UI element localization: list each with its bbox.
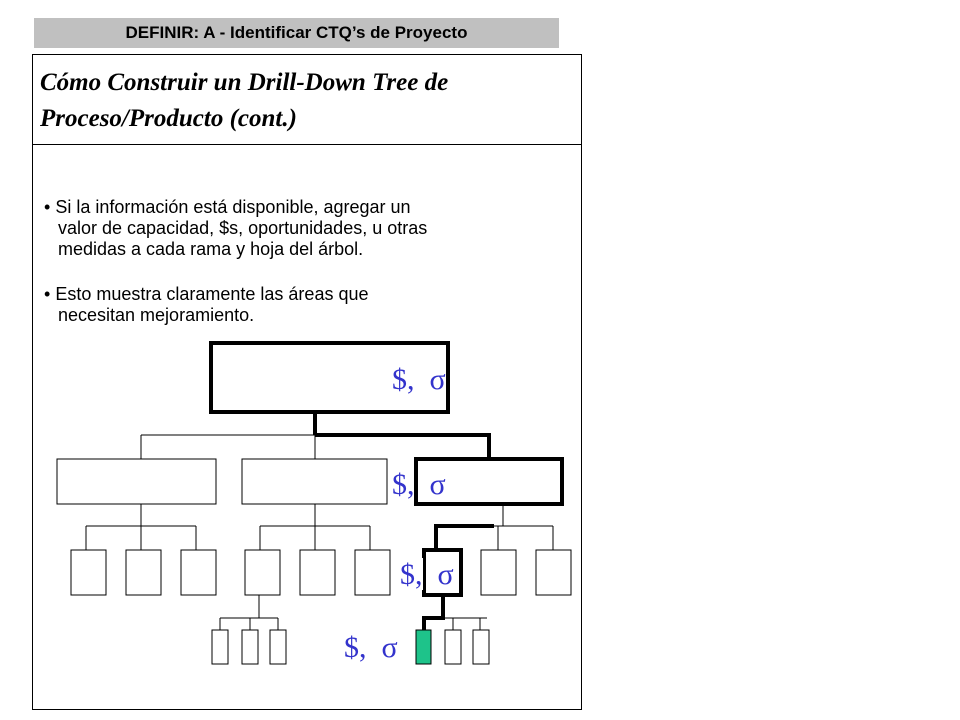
tree-leaf-node [71, 550, 106, 595]
root-metric-label: $, σ [392, 363, 446, 396]
tree-leaf-node [245, 550, 280, 595]
leaf-metric-label: $, σ [400, 558, 454, 591]
tree-leaf-node [355, 550, 390, 595]
tree-leaf-node [481, 550, 516, 595]
tree-subleaf-node [212, 630, 228, 664]
tree-subleaf-node [242, 630, 258, 664]
bullet-text: Si la información está disponible, agregar un [55, 197, 411, 217]
tree-subleaf-node [473, 630, 489, 664]
tree-leaf-node [300, 550, 335, 595]
bullet-text: Esto muestra claramente las áreas que [55, 284, 369, 304]
tree-leaf-node [536, 550, 571, 595]
bullet-line: necesitan mejoramiento. [58, 305, 255, 325]
tree-subleaf-node [270, 630, 286, 664]
tree-subleaf-node-highlighted [416, 630, 431, 664]
bullet-marker: • [44, 197, 51, 217]
tree-branch-node [242, 459, 387, 504]
branch-metric-label: $, σ [392, 468, 446, 501]
slide-title: Cómo Construir un Drill-Down Tree de Proceso/Producto (cont.) [40, 69, 449, 132]
bullet-marker: • [44, 284, 51, 304]
tree-leaf-node [181, 550, 216, 595]
bullet-line: medidas a cada rama y hoja del árbol. [58, 239, 364, 259]
bullet-line: valor de capacidad, $s, oportunidades, u otras [58, 218, 428, 238]
tree-branch-node [57, 459, 216, 504]
tree-leaf-node [126, 550, 161, 595]
subleaf-metric-label: $, σ [344, 631, 398, 664]
tree-subleaf-node [445, 630, 461, 664]
header-title: DEFINIR: A - Identificar CTQ’s de Proyecto [125, 23, 468, 42]
